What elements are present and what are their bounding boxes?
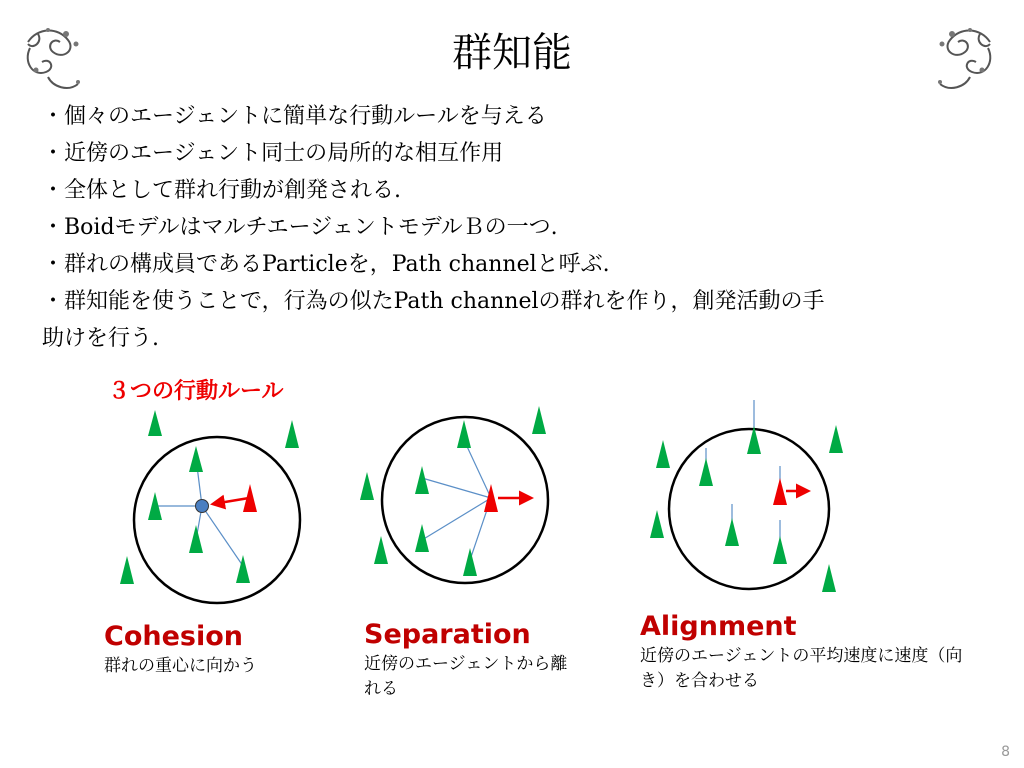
alignment-diagram [650, 400, 843, 592]
bullet-item-continuation: 助けを行う. [42, 326, 159, 351]
bullet-item: ・ BoidモデルはマルチエージェントモデルＢの一つ. [42, 209, 962, 246]
rule-name: Separation [364, 619, 531, 650]
rule-description: 近傍のエージェントから離れる [364, 654, 568, 699]
cohesion-diagram [120, 410, 300, 603]
separation-diagram [360, 406, 548, 583]
link-lines [422, 440, 491, 560]
rules-heading: ３つの行動ルール [108, 379, 284, 404]
bullet-item: ・ 全体として群れ行動が創発される. [42, 172, 962, 209]
rule-name: Alignment [640, 611, 797, 642]
page-number: 8 [1001, 744, 1010, 760]
slide-title: 群知能 [452, 30, 572, 76]
bullet-item: ・ 群知能を使うことで，行為の似たPath channelの群れを作り，創発活動の手 [42, 283, 962, 320]
bullet-item: ・ 群れの構成員であるParticleを，Path channelと呼ぶ. [42, 246, 962, 283]
heading-lines [706, 400, 780, 540]
rule-description: 近傍のエージェントの平均速度に速度（向き）を合わせる [640, 646, 963, 691]
steer-arrow [213, 498, 249, 504]
bullet-item: ・ 近傍のエージェント同士の局所的な相互作用 [42, 135, 962, 172]
alignment-caption [640, 610, 980, 694]
agents [650, 425, 843, 592]
rule-name: Cohesion [104, 621, 243, 652]
agents [360, 406, 546, 576]
centroid-marker [196, 500, 209, 513]
bullet-item: ・ 個々のエージェントに簡単な行動ルールを与える [42, 98, 962, 135]
rule-description: 群れの重心に向かう [104, 656, 257, 676]
separation-caption [364, 618, 584, 702]
cohesion-caption [104, 620, 334, 679]
focal-agent [773, 478, 787, 505]
